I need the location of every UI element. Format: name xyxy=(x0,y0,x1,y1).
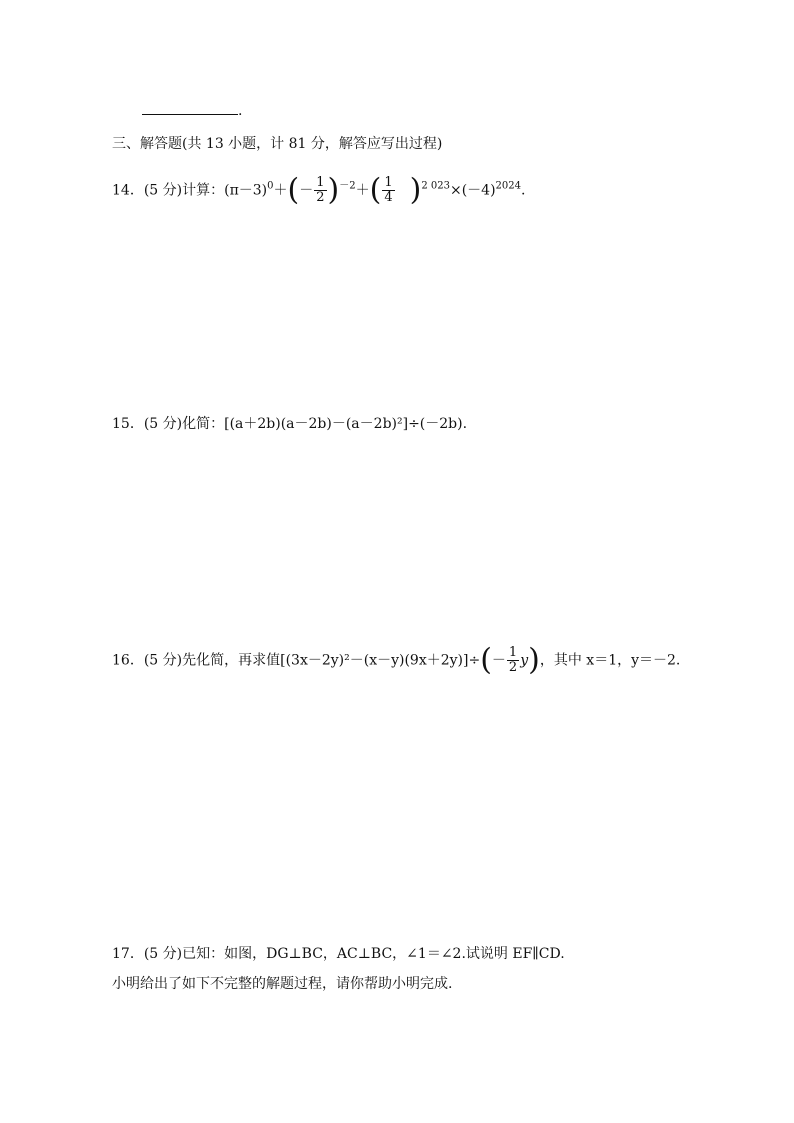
q16-prefix: 16．(5 分)先化简，再求值 xyxy=(112,652,281,669)
q14-fraction-2: $\frac{1}{4}$ xyxy=(384,175,393,205)
q14-exp2: －2 xyxy=(339,180,356,192)
q14-times-term: ×(－4) xyxy=(449,182,496,199)
q15-expression: [(a＋2b)(a－2b)－(a－2b)²]÷(－2b). xyxy=(224,416,468,432)
answer-blank[interactable] xyxy=(142,100,238,115)
fill-in-blank-line: . xyxy=(142,100,242,121)
q15-prefix: 15．(5 分)化简： xyxy=(112,416,225,432)
q14-exp1: 0 xyxy=(267,180,274,192)
q14-term1: (π－3) xyxy=(224,182,268,199)
q16-right-paren: ) xyxy=(528,642,540,678)
q14-fraction-1: $\frac{1}{2}$ xyxy=(316,175,325,205)
q14-exp3: 2 023 xyxy=(421,180,450,192)
q16-left-paren: ( xyxy=(480,642,492,678)
q16-expression: [(3x－2y)²－(x－y)(9x＋2y)]÷ xyxy=(280,652,481,669)
q16-fraction: $\frac{1}{2}$ xyxy=(508,645,518,675)
q14-right-paren-2: ) xyxy=(409,172,422,208)
q14-prefix: 14．(5 分)计算： xyxy=(112,182,225,199)
question-17-line-2: 小明给出了如下不完整的解题过程，请你帮助小明完成. xyxy=(112,976,453,992)
q14-right-paren-1: ) xyxy=(327,172,340,208)
question-17-line-1: 17．(5 分)已知：如图，DG⊥BC，AC⊥BC，∠1＝∠2.试说明 EF∥CD. xyxy=(112,946,565,962)
question-14: 14．(5 分)计算：$(\pi-3)^0+(-$ $\frac{1}{2}$ )$^{-2}$＋( $\frac{1}{4}$ )$^{2 023}\times(-4)^{2024}$. xyxy=(112,172,526,208)
question-15 xyxy=(112,414,467,434)
q14-left-paren-1: ( xyxy=(287,172,300,208)
question-16: 16．(5 分)先化简，再求值[(3x－2y)²－(x－y)(9x＋2y)]÷(－ $\frac{1}{2}$ y)，其中 x＝1，y＝－2. xyxy=(112,642,681,678)
q16-condition: ，其中 x＝1，y＝－2. xyxy=(539,652,681,669)
q14-left-paren-2: ( xyxy=(369,172,382,208)
section-heading: 三、解答题(共 13 小题，计 81 分，解答应写出过程) xyxy=(112,136,443,152)
q14-exp4: 2024 xyxy=(495,180,521,192)
q14-minus: － xyxy=(299,182,314,199)
